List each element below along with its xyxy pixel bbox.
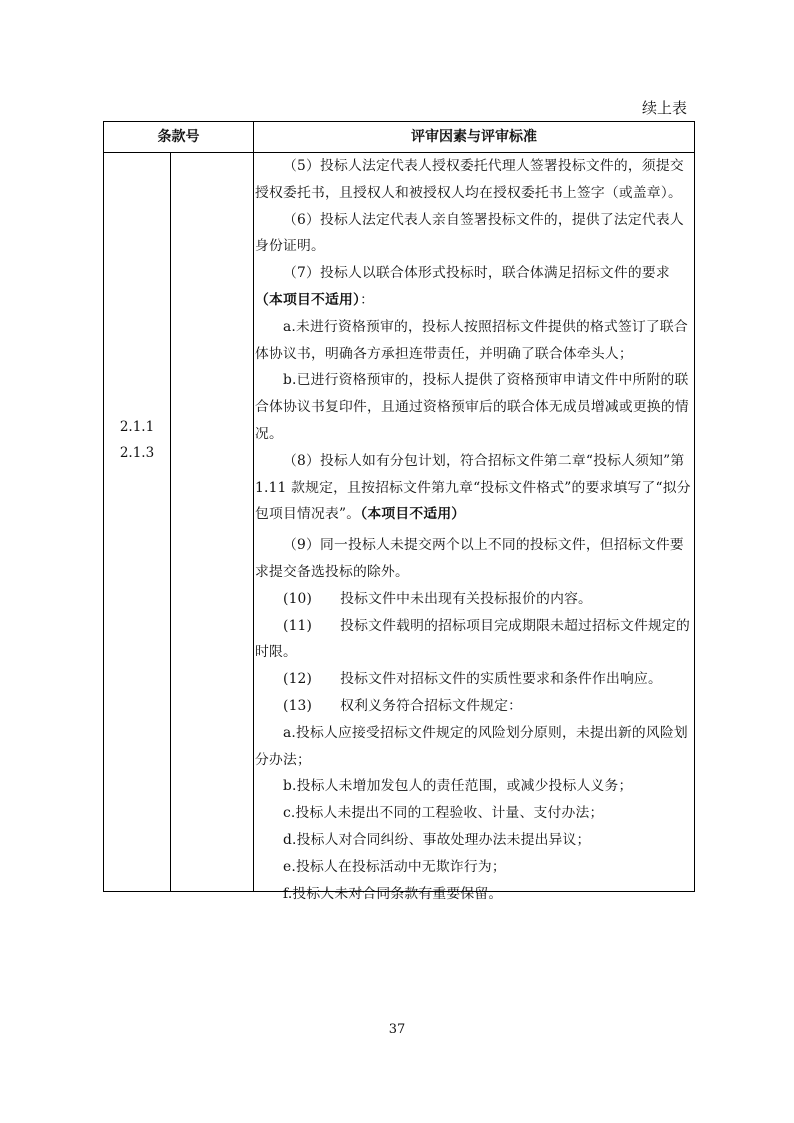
- item-13e: e.投标人在投标活动中无欺诈行为；: [283, 858, 506, 875]
- item-13d: d.投标人对合同纠纷、事故处理办法未提出异议；: [283, 831, 591, 848]
- table-header: [104, 122, 694, 153]
- header-clause-number: 条款号: [157, 129, 200, 145]
- column-divider-1: [170, 152, 171, 891]
- clause-number-2: 2.1.3: [119, 445, 155, 461]
- item-5: （5）投标人法定代表人授权委托代理人签署投标文件的，须提交授权委托书，且授权人和被授权人均在授权委托书上签字（或盖章）。: [255, 158, 684, 201]
- item-7b: b.已进行资格预审的，投标人提供了资格预审申请文件中所附的联合体协议书复印件，且通过资格预审后的联合体无成员增减或更换的情况。: [255, 372, 689, 442]
- column-divider-2: [253, 122, 254, 891]
- item-8: [255, 448, 691, 528]
- item-7-text: （7）投标人以联合体形式投标时，联合体满足招标文件的要求: [283, 265, 670, 282]
- page-number: 37: [388, 1022, 406, 1037]
- clause-number-1: 2.1.1: [119, 419, 155, 435]
- continued-label: 续上表: [641, 99, 687, 117]
- item-7: [255, 260, 691, 314]
- item-12: (12) 投标文件对招标文件的实质性要求和条件作出响应。: [283, 671, 663, 688]
- evaluation-table: [103, 121, 695, 902]
- item-7a: a.未进行资格预审的，投标人按照招标文件提供的格式签订了联合体协议书，明确各方承担连带责任，并明确了联合体牵头人；: [255, 318, 688, 362]
- clause-number-cell: [104, 414, 170, 466]
- item-8-not-applicable: （本项目不适用）: [360, 506, 466, 523]
- item-7-colon: ：: [360, 291, 375, 308]
- header-evaluation-criteria: 评审因素与评审标准: [411, 129, 537, 145]
- item-10: (10) 投标文件中未出现有关投标报价的内容。: [283, 590, 593, 607]
- item-13a: a.投标人应接受招标文件规定的风险划分原则，未提出新的风险划分办法；: [255, 724, 688, 768]
- criteria-content: [255, 153, 691, 907]
- item-9: （9）同一投标人未提交两个以上不同的投标文件，但招标文件要求提交备选投标的除外。: [255, 537, 684, 580]
- item-7-not-applicable: （本项目不适用）: [255, 291, 361, 308]
- item-11: (11) 投标文件载明的招标项目完成期限未超过招标文件规定的时限。: [255, 617, 691, 661]
- item-13b: b.投标人未增加发包人的责任范围，或减少投标人义务；: [283, 778, 633, 795]
- item-8-text: （8）投标人如有分包计划，符合招标文件第二章“投标人须知”第 1.11 款规定，且按招标文件第九章“投标文件格式”的要求填写了“拟分包项目情况表”。: [255, 452, 691, 523]
- item-13c: c.投标人未提出不同的工程验收、计量、支付办法；: [283, 805, 604, 822]
- item-6: （6）投标人法定代表人亲自签署投标文件的，提供了法定代表人身份证明。: [255, 211, 684, 255]
- item-13f: f.投标人未对合同条款有重要保留。: [283, 885, 503, 902]
- item-13: (13) 权利义务符合招标文件规定：: [283, 697, 523, 714]
